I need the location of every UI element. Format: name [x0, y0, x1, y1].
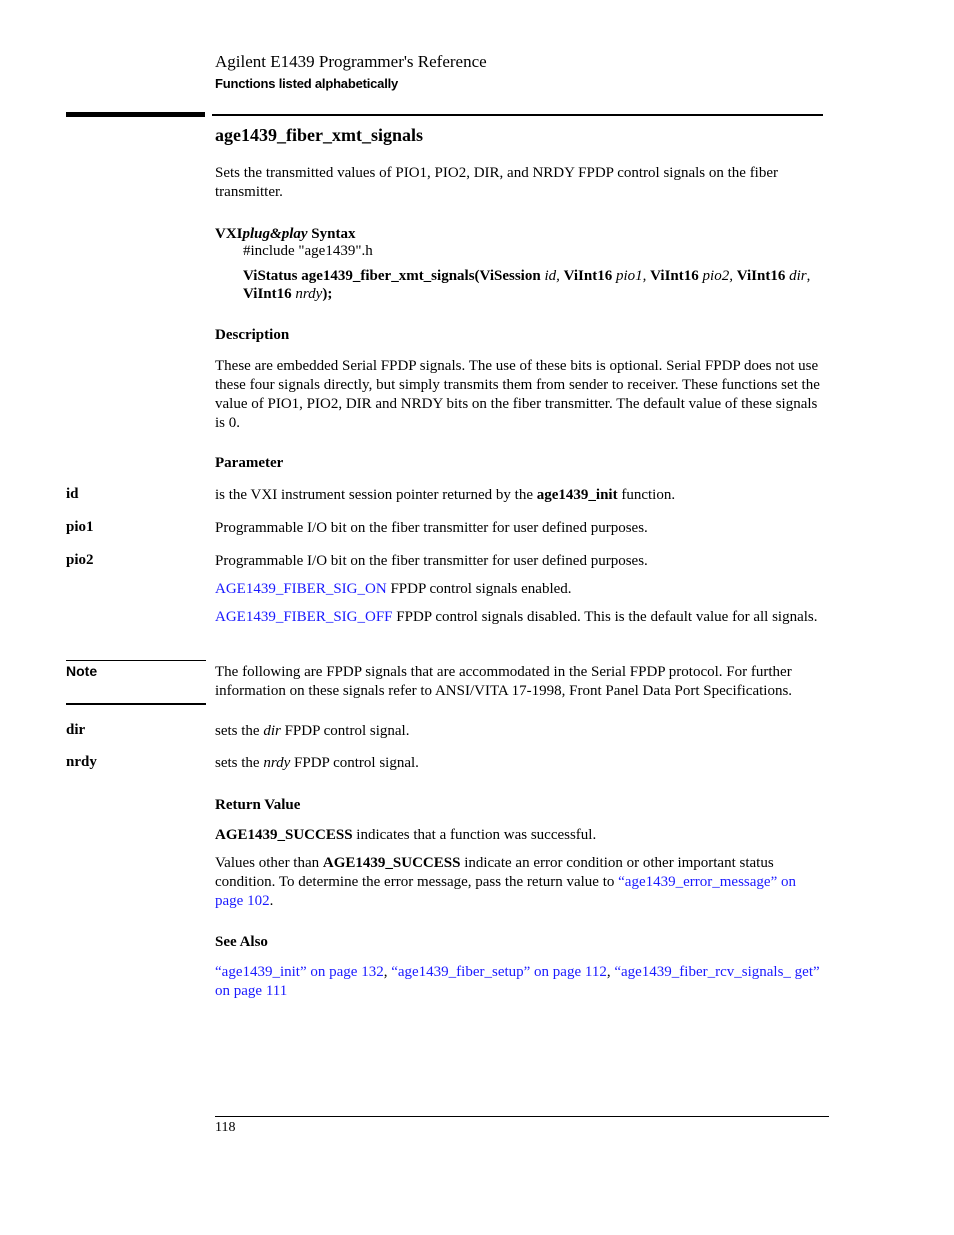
- syntax-heading-vxi: VXI: [215, 226, 243, 242]
- param-name-pio2: pio2: [66, 552, 94, 568]
- param-dir-post: FPDP control signal.: [280, 723, 410, 739]
- param-nrdy-ital: nrdy: [263, 755, 291, 771]
- param-desc-pio1: Programmable I/O bit on the fiber transmitter for user defined purposes.: [215, 520, 648, 536]
- syntax-heading-plugplay: plug&play: [242, 226, 308, 242]
- return-value-heading: Return Value: [215, 797, 301, 813]
- header-thin-rule: [212, 114, 823, 116]
- see-also-links: [215, 963, 827, 1001]
- param-id-pre: is the VXI instrument session pointer returned by the: [215, 487, 537, 503]
- param-id-init-func: age1439_init: [536, 487, 618, 503]
- function-title: age1439_fiber_xmt_signals: [215, 125, 423, 145]
- sig-off-constant: AGE1439_FIBER_SIG_OFF: [215, 609, 393, 625]
- sig-off-line: [215, 608, 827, 627]
- description-heading: Description: [215, 327, 290, 343]
- return-value-error: [215, 854, 827, 911]
- proto-type-5: ViInt16: [243, 286, 292, 302]
- param-name-pio1: pio1: [66, 519, 94, 535]
- param-desc-nrdy: [215, 754, 827, 773]
- sig-on-desc: FPDP control signals enabled.: [386, 581, 572, 597]
- proto-type-1: ViSession: [479, 268, 541, 284]
- proto-return-type: ViStatus: [243, 268, 298, 284]
- proto-comma: ,: [806, 268, 811, 284]
- proto-arg-5: nrdy: [295, 286, 323, 302]
- param-name-dir: dir: [66, 722, 86, 738]
- function-prototype: [243, 267, 823, 303]
- param-name-nrdy: nrdy: [66, 754, 97, 770]
- param-dir-pre: sets the: [215, 723, 264, 739]
- param-desc-pio2: Programmable I/O bit on the fiber transmitter for user defined purposes.: [215, 553, 648, 569]
- param-name-id: id: [66, 486, 79, 502]
- running-header-subtitle: Functions listed alphabetically: [215, 76, 399, 91]
- return-success-desc: indicates that a function was successful.: [352, 827, 597, 843]
- param-desc-dir: [215, 722, 827, 741]
- param-desc-id: [215, 486, 827, 505]
- proto-close: );: [322, 286, 333, 302]
- param-nrdy-pre: sets the: [215, 755, 264, 771]
- proto-arg-1: id,: [544, 268, 560, 284]
- note-label: Note: [66, 663, 98, 679]
- syntax-heading: [215, 226, 355, 243]
- page-number: 118: [215, 1120, 236, 1135]
- proto-arg-3: pio2,: [702, 268, 733, 284]
- sig-on-line: [215, 580, 827, 599]
- function-summary: Sets the transmitted values of PIO1, PIO2, DIR, and NRDY FPDP control signals on the fiber transmitter.: [215, 165, 779, 200]
- proto-arg-2: pio1,: [615, 268, 647, 284]
- proto-arg-4: dir: [789, 268, 807, 284]
- proto-type-4: ViInt16: [736, 268, 786, 284]
- param-dir-ital: dir: [263, 723, 281, 739]
- return-success-constant: AGE1439_SUCCESS: [215, 827, 353, 843]
- parameter-heading: Parameter: [215, 455, 284, 471]
- proto-type-2: ViInt16: [563, 268, 613, 284]
- param-nrdy-post: FPDP control signal.: [290, 755, 419, 771]
- return-error-pre: Values other than: [215, 855, 323, 871]
- see-also-sep-2: ,: [606, 964, 615, 980]
- sig-on-constant: AGE1439_FIBER_SIG_ON: [215, 581, 387, 597]
- see-also-link-fiber-setup[interactable]: “age1439_fiber_setup” on page 112: [391, 964, 607, 980]
- syntax-heading-syntax: Syntax: [307, 226, 356, 242]
- see-also-link-init[interactable]: “age1439_init” on page 132: [215, 964, 384, 980]
- footer-rule: [215, 1116, 829, 1117]
- header-thick-rule: [66, 112, 205, 117]
- see-also-heading: See Also: [215, 934, 268, 950]
- note-bottom-rule: [66, 703, 206, 705]
- return-error-mid: indicate an error condition or other important status condition. To determine the error message, pass the return value to: [215, 855, 774, 890]
- running-header-title: Agilent E1439 Programmer's Reference: [215, 52, 487, 71]
- include-directive: #include "age1439".h: [243, 243, 373, 259]
- see-also-sep-1: ,: [383, 964, 392, 980]
- sig-off-desc: FPDP control signals disabled. This is the default value for all signals.: [392, 609, 818, 625]
- param-id-post: function.: [617, 487, 676, 503]
- note-top-rule: [66, 660, 206, 661]
- return-error-constant: AGE1439_SUCCESS: [322, 855, 461, 871]
- proto-type-3: ViInt16: [650, 268, 699, 284]
- description-text: These are embedded Serial FPDP signals. The use of these bits is optional. Serial FPDP does not use these four signals directly, but simply transmits them from sender to receiver. These functions set the value of PIO1, PIO2, DIR and NRDY bits on the fiber transmitter. The default value of these signals is 0.: [215, 358, 820, 431]
- error-message-link[interactable]: “age1439_error_message” on page 102: [215, 874, 796, 909]
- return-error-end: .: [269, 893, 274, 909]
- return-value-success: [215, 826, 827, 845]
- note-text: The following are FPDP signals that are accommodated in the Serial FPDP protocol. For further information on these signals refer to ANSI/VITA 17-1998, Front Panel Data Port Specifications.: [215, 664, 793, 699]
- see-also-link-fiber-rcv-signals[interactable]: “age1439_fiber_rcv_signals_ get” on page 111: [215, 964, 820, 999]
- proto-func-name: age1439_fiber_xmt_signals(: [301, 268, 480, 284]
